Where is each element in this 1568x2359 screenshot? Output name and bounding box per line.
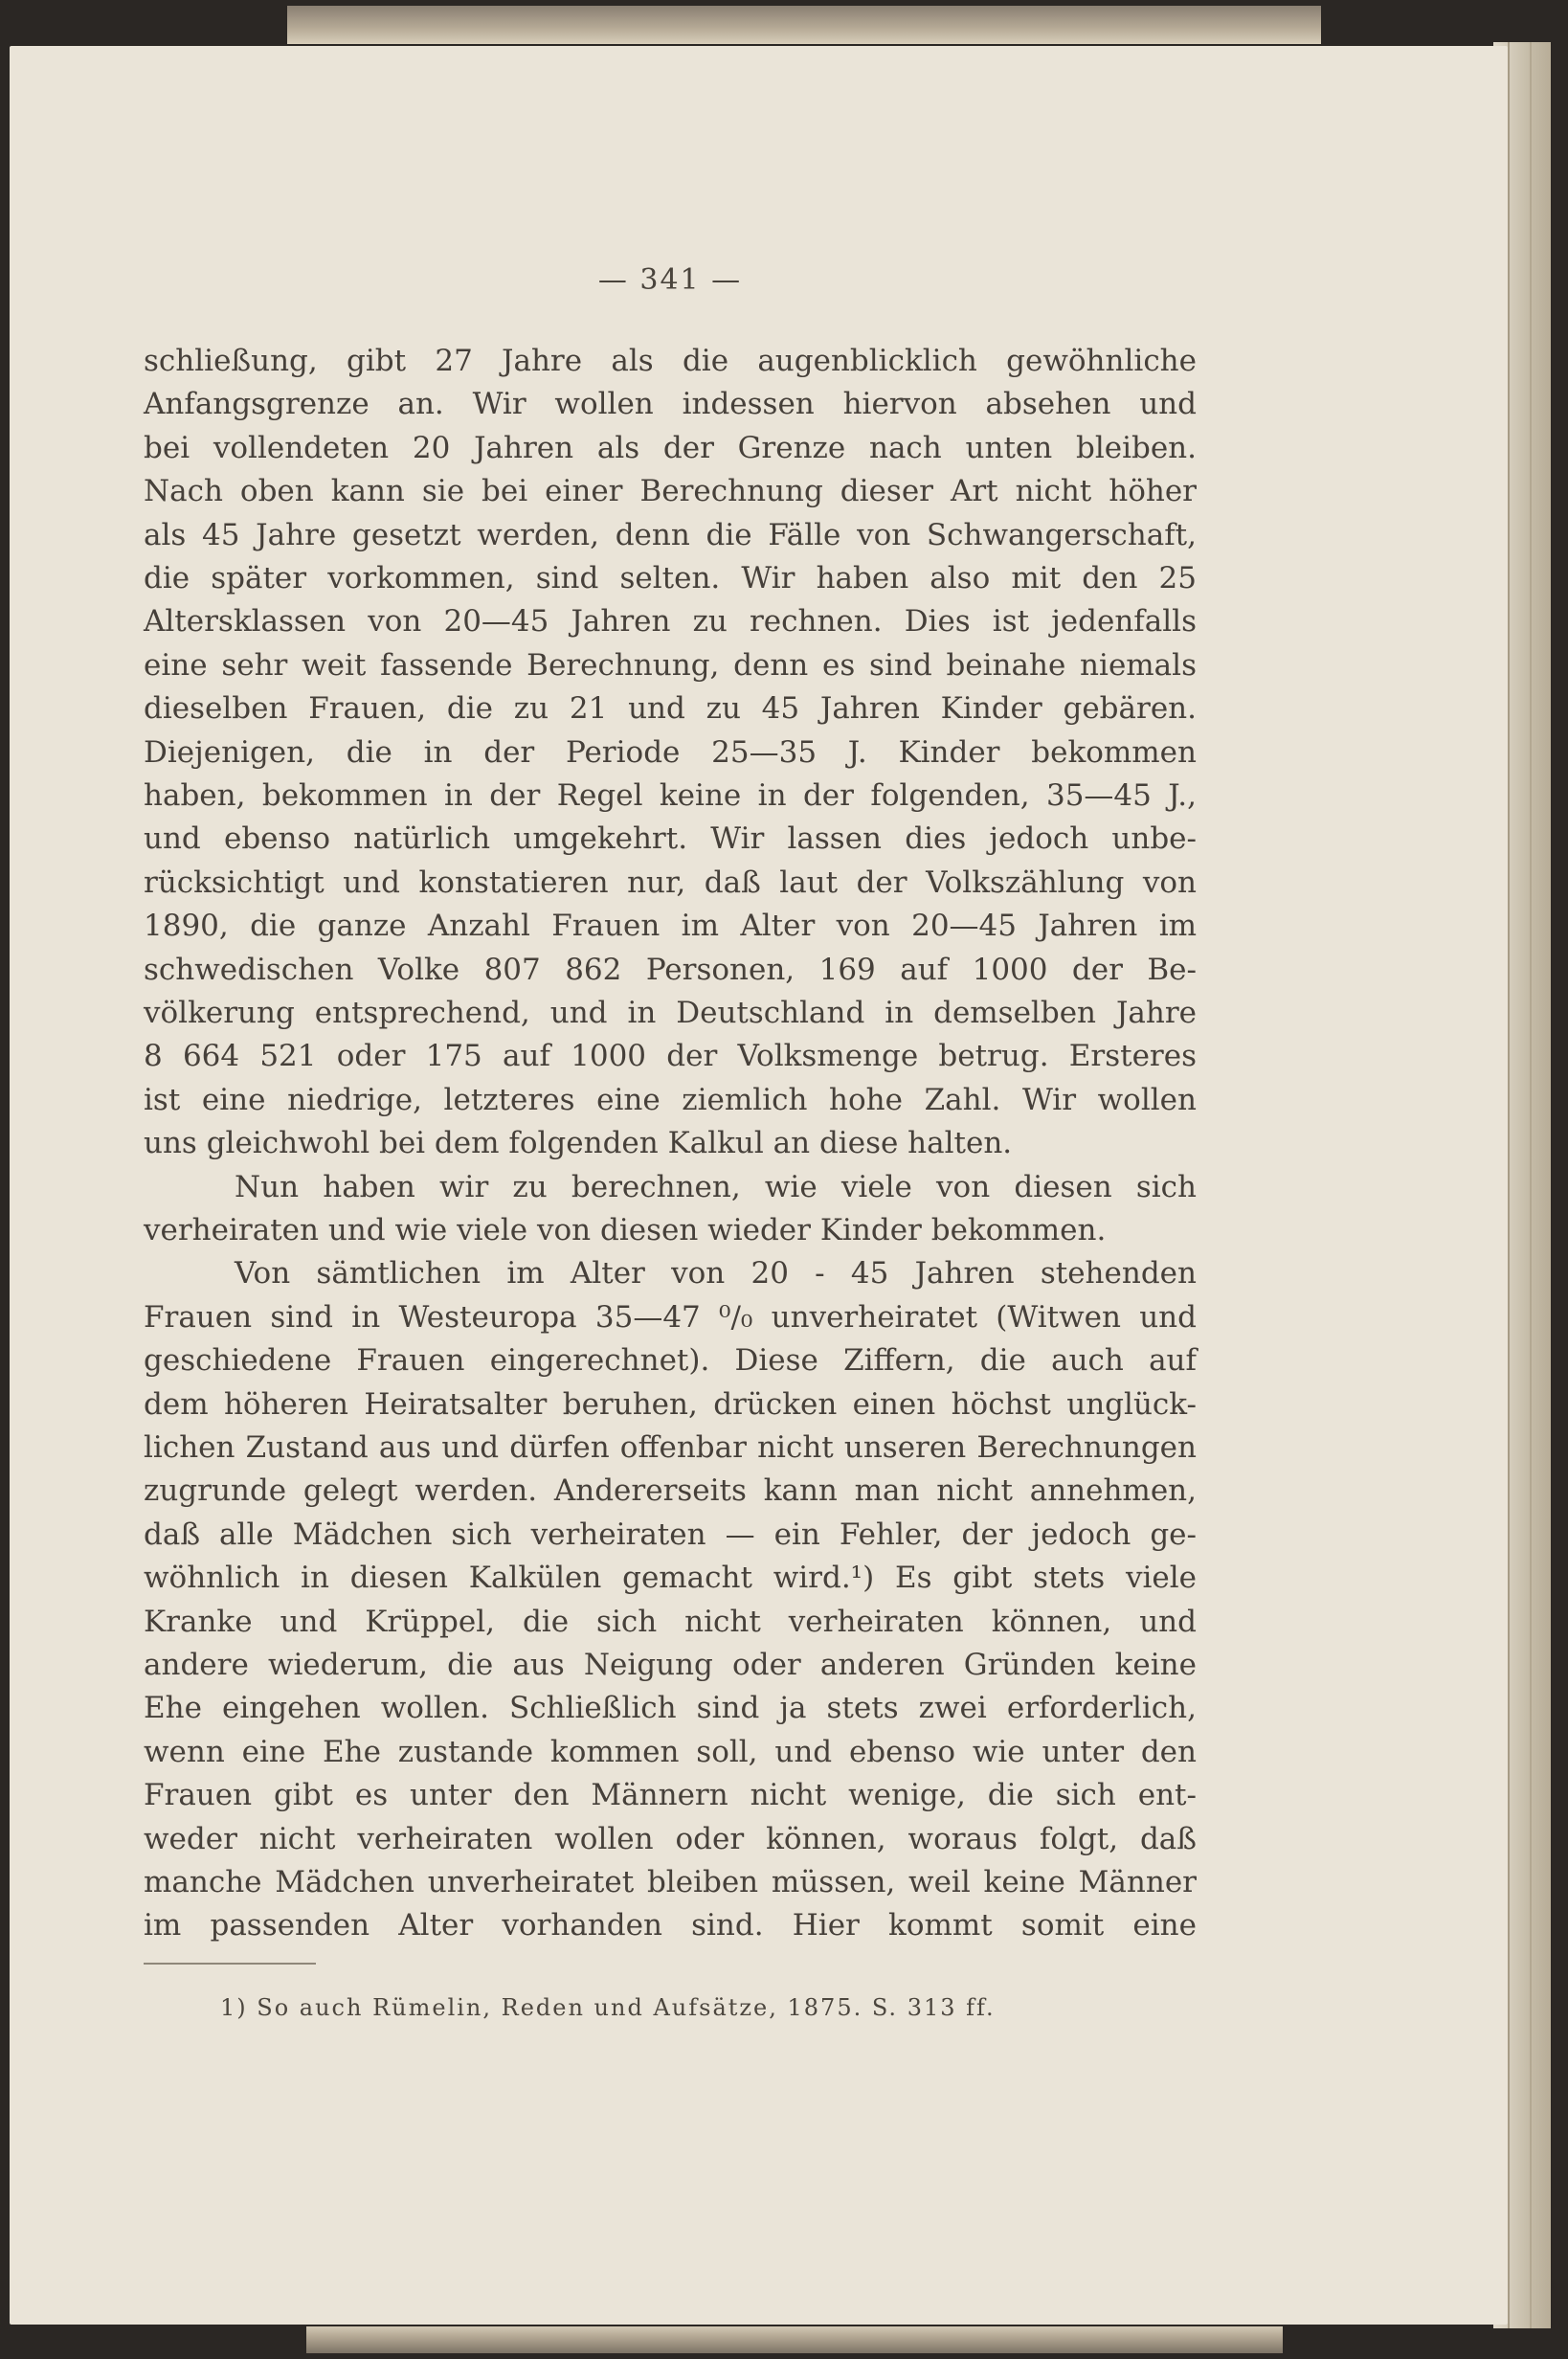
text-line: andere wiederum, die aus Neigung oder anderen Gründen keine: [144, 1648, 1197, 1682]
text-line: Altersklassen von 20—45 Jahren zu rechnen. Dies ist jedenfalls: [144, 604, 1197, 640]
text-line: rücksichtigt und konstatieren nur, daß laut der Volkszählung von: [144, 865, 1197, 900]
text-line: Nun haben wir zu berechnen, wie viele von diesen sich: [235, 1169, 1197, 1204]
text-line: Anfangsgrenze an. Wir wollen indessen hiervon absehen und: [144, 387, 1197, 422]
text-line: die später vorkommen, sind selten. Wir haben also mit den 25: [144, 561, 1197, 595]
page-edge-line: [1508, 42, 1510, 2328]
text-line: als 45 Jahre gesetzt werden, denn die Fälle von Schwangerschaft,: [144, 517, 1197, 552]
text-line: weder nicht verheiraten wollen oder können, woraus folgt, daß: [144, 1821, 1197, 1856]
text-line: im passenden Alter vorhanden sind. Hier kommt somit eine: [144, 1908, 1197, 1943]
text-line: wöhnlich in diesen Kalkülen gemacht wird.¹) Es gibt stets viele: [144, 1561, 1197, 1596]
text-line: haben, bekommen in der Regel keine in der folgenden, 35—45 J.,: [144, 778, 1197, 813]
text-line: Frauen gibt es unter den Männern nicht wenige, die sich ent-: [144, 1778, 1197, 1813]
text-line: Diejenigen, die in der Periode 25—35 J. Kinder bekommen: [144, 734, 1197, 770]
text-line: dem höheren Heiratsalter beruhen, drücken einen höchst unglück-: [144, 1386, 1197, 1422]
text-line: Kranke und Krüppel, die sich nicht verheiraten können, und: [144, 1604, 1197, 1639]
text-line: daß alle Mädchen sich verheiraten — ein Fehler, der jedoch ge-: [144, 1516, 1197, 1552]
text-line: manche Mädchen unverheiratet bleiben müssen, weil keine Männer: [144, 1865, 1197, 1899]
text-line: schwedischen Volke 807 862 Personen, 169 auf 1000 der Be-: [144, 952, 1197, 987]
text-line: schließung, gibt 27 Jahre als die augenblicklich gewöhnliche: [144, 344, 1197, 378]
text-line: Nach oben kann sie bei einer Berechnung dieser Art nicht höher: [144, 474, 1197, 509]
text-line: und ebenso natürlich umgekehrt. Wir lassen dies jedoch unbe-: [144, 821, 1197, 857]
text-line: Frauen sind in Westeuropa 35—47 ⁰/₀ unverheiratet (Witwen und: [144, 1299, 1197, 1335]
text-line: ist eine niedrige, letzteres eine ziemlich hohe Zahl. Wir wollen: [144, 1082, 1197, 1117]
text-line: wenn eine Ehe zustande kommen soll, und ebenso wie unter den: [144, 1734, 1197, 1769]
text-line: Ehe eingehen wollen. Schließlich sind ja stets zwei erforderlich,: [144, 1691, 1197, 1726]
book-bottom-edge: [306, 2326, 1283, 2353]
text-line: uns gleichwohl bei dem folgenden Kalkul an diese halten.: [144, 1126, 1013, 1161]
text-line: 1890, die ganze Anzahl Frauen im Alter von 20—45 Jahren im: [144, 909, 1197, 944]
page-edge-line: [1530, 42, 1532, 2328]
footnote-rule: [144, 1963, 316, 1965]
text-line: geschiedene Frauen eingerechnet). Diese Ziffern, die auch auf: [144, 1343, 1197, 1379]
text-line: eine sehr weit fassende Berechnung, denn es sind beinahe niemals: [144, 647, 1197, 683]
text-line: bei vollendeten 20 Jahren als der Grenze nach unten bleiben.: [144, 430, 1197, 465]
text-line: lichen Zustand aus und dürfen offenbar nicht unseren Berechnungen: [144, 1430, 1197, 1465]
text-line: zugrunde gelegt werden. Andererseits kann man nicht annehmen,: [144, 1473, 1197, 1509]
text-line: Von sämtlichen im Alter von 20 - 45 Jahren stehenden: [235, 1256, 1197, 1292]
text-line: 8 664 521 oder 175 auf 1000 der Volksmenge betrug. Ersteres: [144, 1039, 1197, 1074]
text-line: verheiraten und wie viele von diesen wieder Kinder bekommen.: [144, 1213, 1107, 1247]
text-line: dieselben Frauen, die zu 21 und zu 45 Jahren Kinder gebären.: [144, 691, 1197, 727]
book-top-edge: [287, 6, 1321, 44]
page-number: — 341 —: [597, 263, 743, 297]
footnote: 1) So auch Rümelin, Reden und Aufsätze, 1875. S. 313 ff.: [220, 1994, 996, 2021]
text-line: völkerung entsprechend, und in Deutschland in demselben Jahre: [144, 996, 1197, 1030]
